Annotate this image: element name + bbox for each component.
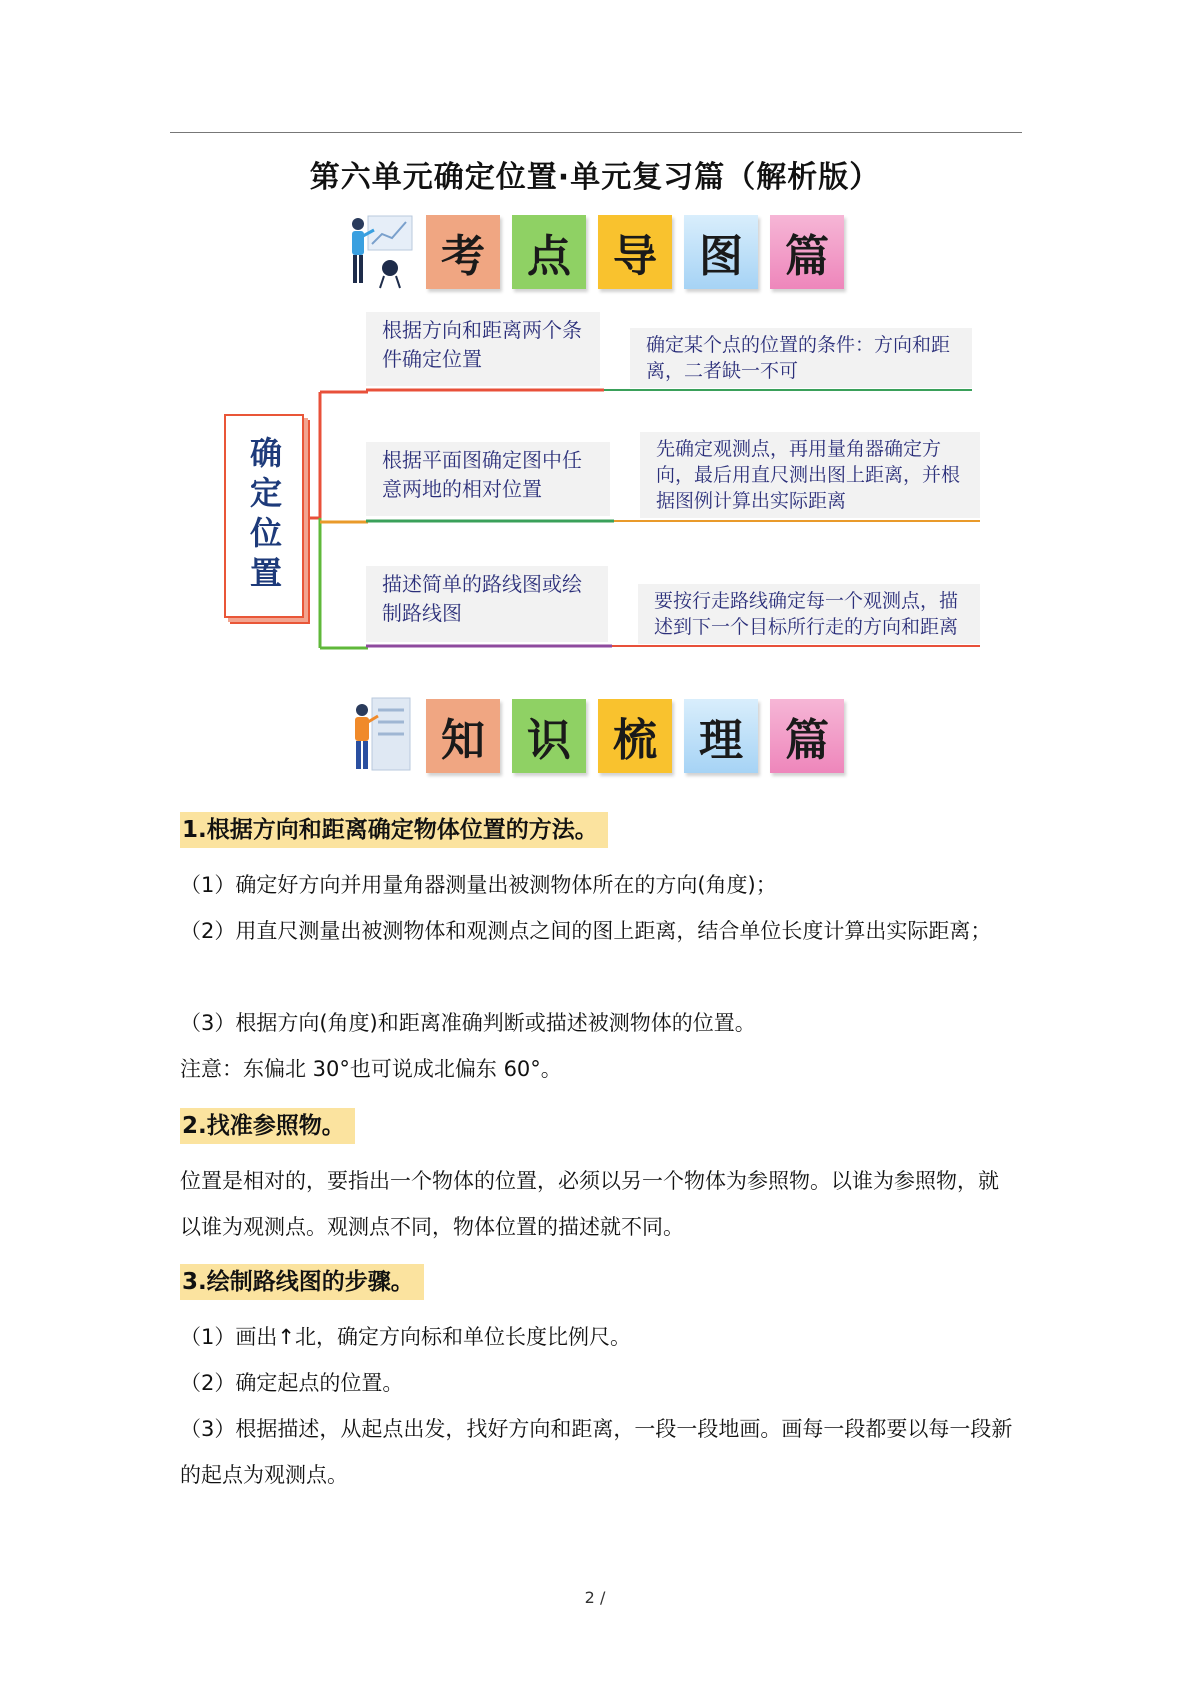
mindmap-branch-2: 根据平面图确定图中任意两地的相对位置 [366, 442, 610, 516]
section-heading: 3.绘制路线图的步骤。 [180, 1264, 424, 1300]
mindmap-root-label: 确定位置 [245, 436, 283, 596]
section-paragraph: （1）画出↑北，确定方向标和单位长度比例尺。 [180, 1325, 631, 1349]
section-paragraph: 位置是相对的，要指出一个物体的位置，必须以另一个物体为参照物。以谁为参照物，就以谁为观测点。观测点不同，物体位置的描述就不同。 [180, 1169, 999, 1239]
section-paragraph: （1）确定好方向并用量角器测量出被测物体所在的方向(角度)； [180, 873, 777, 897]
mindmap-branch-3: 描述简单的路线图或绘制路线图 [366, 566, 608, 642]
section-paragraph: （3）根据描述，从起点出发，找好方向和距离，一段一段地画。画每一段都要以每一段新的起点为观测点。 [180, 1417, 1013, 1487]
banner-tile-5: 篇 [770, 699, 844, 773]
knowledge-banner [346, 696, 856, 776]
section-paragraph: （3）根据方向(角度)和距离准确判断或描述被测物体的位置。 [180, 1011, 756, 1035]
document-title: 第六单元确定位置·单元复习篇（解析版） [309, 160, 881, 195]
section-paragraph: （2）确定起点的位置。 [180, 1371, 404, 1395]
banner-tile-4: 理 [684, 699, 758, 773]
section-paragraph: （2）用直尺测量出被测物体和观测点之间的图上距离，结合单位长度计算出实际距离； [180, 919, 992, 943]
mindmap-branch-1: 根据方向和距离两个条件确定位置 [366, 312, 600, 386]
page-number: 2 / [584, 1588, 606, 1607]
section-heading: 1.根据方向和距离确定物体位置的方法。 [180, 812, 608, 848]
mindmap-detail-1: 确定某个点的位置的条件：方向和距离，二者缺一不可 [630, 328, 972, 388]
banner-tile-4: 图 [684, 215, 758, 289]
banner-tile-1: 考 [426, 215, 500, 289]
mindmap-root [224, 414, 304, 618]
banner-tile-3: 导 [598, 215, 672, 289]
banner-tile-5: 篇 [770, 215, 844, 289]
banner-tile-2: 识 [512, 699, 586, 773]
banner-tile-3: 梳 [598, 699, 672, 773]
presenter-figure-icon [346, 696, 416, 776]
mindmap-detail-3: 要按行走路线确定每一个观测点，描述到下一个目标所行走的方向和距离 [638, 584, 980, 644]
banner-tile-1: 知 [426, 699, 500, 773]
section-heading: 2.找准参照物。 [180, 1108, 355, 1144]
mindmap-detail-2: 先确定观测点，再用量角器确定方向，最后用直尺测出图上距离，并根据图例计算出实际距离 [640, 432, 980, 518]
banner-tile-2: 点 [512, 215, 586, 289]
section-note: 注意：东偏北 30°也可说成北偏东 60°。 [180, 1057, 562, 1081]
